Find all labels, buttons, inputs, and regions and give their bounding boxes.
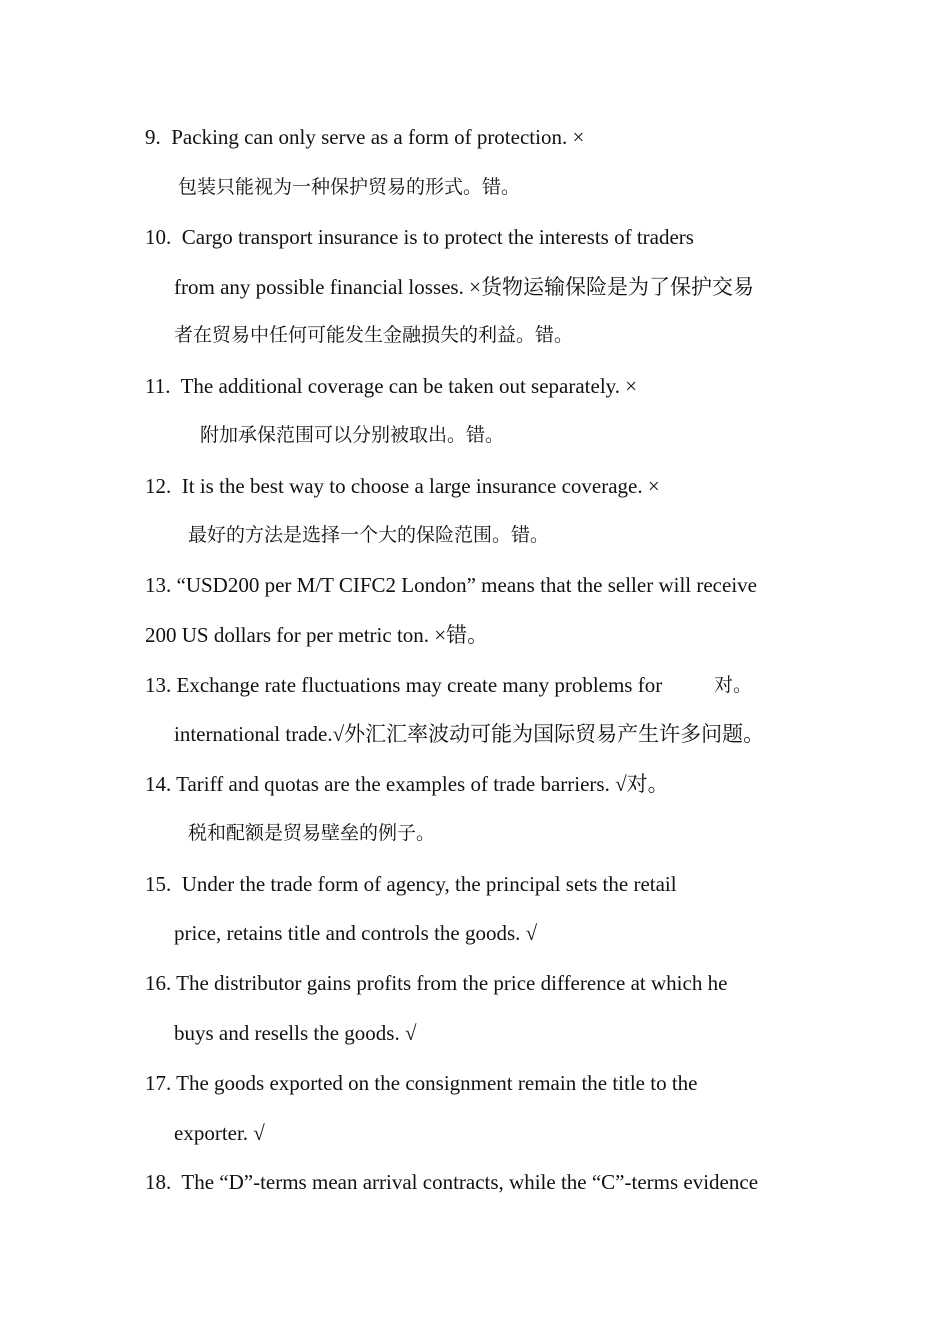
item-9-line-1 — [145, 124, 584, 150]
item-18-line-1 — [145, 1169, 758, 1195]
item-text: The “D”-terms mean arrival contracts, while the “C”-terms evidence — [181, 1170, 759, 1194]
item-11-line-1 — [145, 373, 637, 399]
item-number: 14. — [145, 772, 172, 796]
item-text: Tariff and quotas are the examples of trade barriers. √对。 — [176, 772, 669, 796]
item-13b-answer: 对。 — [714, 674, 753, 696]
item-13-line-2: 200 US dollars for per metric ton. ×错。 — [145, 623, 489, 647]
item-17-line-1 — [145, 1070, 698, 1096]
item-text: Packing can only serve as a form of protection. × — [171, 125, 585, 149]
item-text: It is the best way to choose a large insurance coverage. × — [181, 474, 660, 498]
item-14-translation: 税和配额是贸易壁垒的例子。 — [188, 822, 436, 844]
item-text: Cargo transport insurance is to protect the interests of traders — [181, 225, 694, 249]
item-text: Under the trade form of agency, the principal sets the retail — [181, 872, 677, 896]
item-16-line-2: buys and resells the goods. √ — [174, 1021, 417, 1045]
item-text: The distributor gains profits from the price difference at which he — [176, 971, 728, 995]
item-number: 12. — [145, 474, 172, 498]
item-13b-line-2: international trade.√外汇汇率波动可能为国际贸易产生许多问题。 — [174, 722, 765, 746]
item-13-line-1 — [145, 572, 757, 598]
item-text: The additional coverage can be taken out separately. × — [180, 374, 638, 398]
item-number: 9. — [145, 125, 161, 149]
item-text: Exchange rate fluctuations may create many problems for — [176, 673, 663, 697]
item-17-line-2: exporter. √ — [174, 1121, 265, 1145]
item-number: 13. — [145, 673, 172, 697]
item-text: The goods exported on the consignment remain the title to the — [176, 1071, 698, 1095]
item-16-line-1 — [145, 970, 727, 996]
item-13b-line-1 — [145, 672, 662, 698]
item-10-line-3: 者在贸易中任何可能发生金融损失的利益。错。 — [174, 324, 574, 346]
item-10-line-2: from any possible financial losses. ×货物运输保险是为了保护交易 — [174, 275, 754, 299]
item-15-line-2: price, retains title and controls the goods. √ — [174, 921, 538, 945]
item-9-translation: 包装只能视为一种保护贸易的形式。错。 — [178, 176, 521, 198]
item-number: 16. — [145, 971, 172, 995]
item-number: 17. — [145, 1071, 172, 1095]
item-14-line-1 — [145, 771, 669, 797]
item-number: 11. — [145, 374, 171, 398]
item-11-translation: 附加承保范围可以分别被取出。错。 — [200, 424, 505, 446]
item-number: 18. — [145, 1170, 172, 1194]
item-number: 13. — [145, 573, 172, 597]
item-12-translation: 最好的方法是选择一个大的保险范围。错。 — [188, 524, 550, 546]
item-number: 15. — [145, 872, 172, 896]
item-12-line-1 — [145, 473, 660, 499]
item-15-line-1 — [145, 871, 677, 897]
item-number: 10. — [145, 225, 172, 249]
item-10-line-1 — [145, 224, 694, 250]
item-text: “USD200 per M/T CIFC2 London” means that the seller will receive — [176, 573, 757, 597]
